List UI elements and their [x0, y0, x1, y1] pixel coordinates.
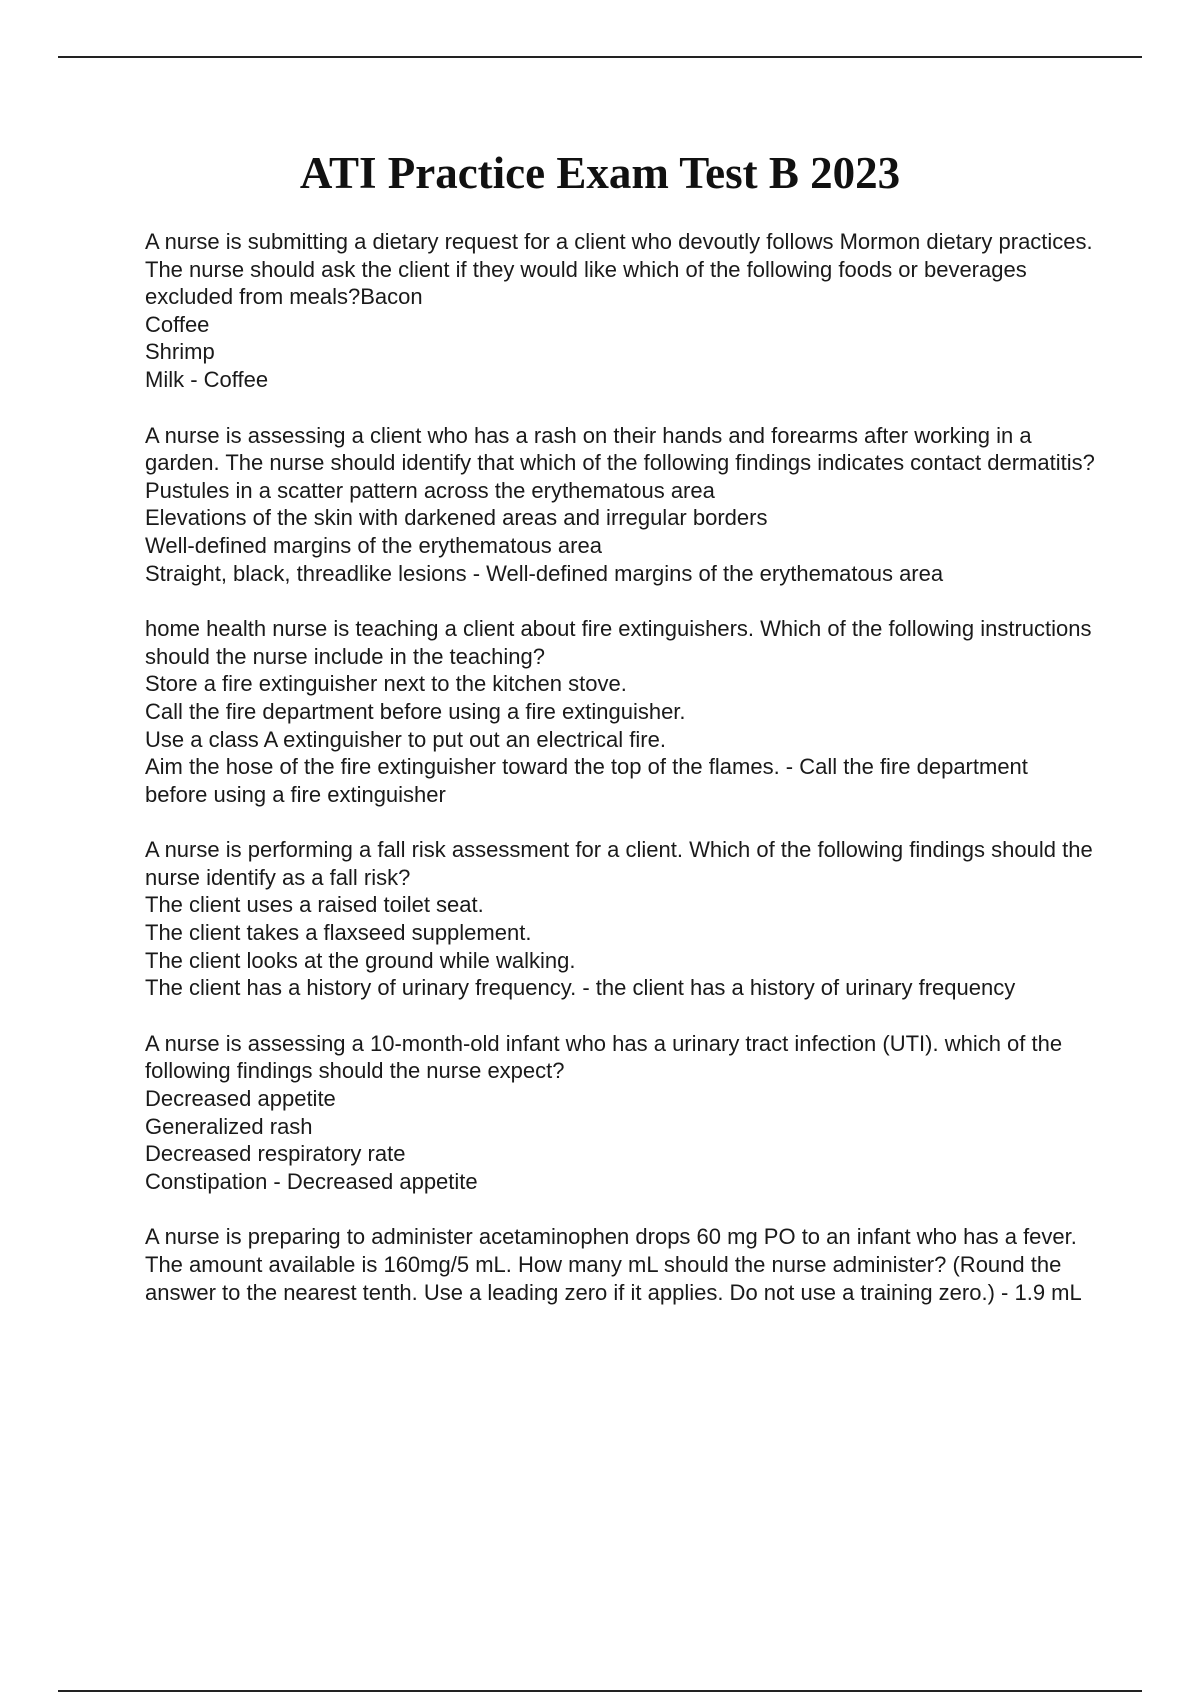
answer-option: Generalized rash [145, 1113, 313, 1139]
answer-option: Shrimp [145, 339, 215, 365]
question-text: A nurse is performing a fall risk assessment for a client. Which of the following findings should the nurse identify as a fall risk? [145, 837, 1093, 890]
answer-option: Decreased appetite [145, 1086, 336, 1112]
answer-option: Decreased respiratory rate [145, 1141, 406, 1167]
question-text: A nurse is assessing a client who has a rash on their hands and forearms after working in a garden. The nurse should identify that which of the following findings indicates contact dermatitis? [145, 422, 1095, 476]
answer-option: Elevations of the skin with darkened areas and irregular borders [145, 505, 768, 531]
answer-option: Pustules in a scatter pattern across the erythematous area [145, 477, 715, 503]
answer-option: Coffee [145, 311, 210, 337]
answer-option: The client takes a flaxseed supplement. [145, 920, 532, 946]
document-title: ATI Practice Exam Test B 2023 [299, 148, 901, 198]
question-text: A nurse is submitting a dietary request for a client who devoutly follows Mormon dietary practices. The nurse should ask the client if they would like which of the following foods or beverages excluded from meals?Bacon [145, 229, 1093, 310]
question-block-contact-dermatitis [145, 422, 1095, 588]
answer-option-with-key: Constipation - Decreased appetite [145, 1168, 478, 1194]
answer-option: The client uses a raised toilet seat. [145, 892, 484, 918]
answer-option: Store a fire extinguisher next to the kitchen stove. [145, 671, 627, 697]
answer-option: Use a class A extinguisher to put out an electrical fire. [145, 726, 666, 752]
question-block-infant-uti [145, 1030, 1095, 1196]
answer-option-with-key: Straight, black, threadlike lesions - Well-defined margins of the erythematous area [145, 560, 944, 586]
answer-option: The client looks at the ground while walking. [145, 947, 576, 973]
question-text: A nurse is assessing a 10-month-old infant who has a urinary tract infection (UTI). which of the following findings should the nurse expect? [145, 1030, 1063, 1084]
document-body [145, 228, 1095, 1334]
answer-option-with-key: The client has a history of urinary frequency. - the client has a history of urinary frequency [145, 975, 1016, 1001]
answer-option-with-key: Milk - Coffee [145, 366, 269, 392]
header-rule [58, 56, 1142, 58]
answer-option-with-key: Aim the hose of the fire extinguisher toward the top of the flames. - Call the fire department before using a fire extinguisher [145, 754, 1028, 807]
footer-rule [58, 1690, 1142, 1692]
question-text-with-key: A nurse is preparing to administer acetaminophen drops 60 mg PO to an infant who has a fever. The amount available is 160mg/5 mL. How many mL should the nurse administer? (Round the answer to the nearest tenth. Use a leading zero if it applies. Do not use a training zero.) - 1.9 mL [145, 1224, 1082, 1305]
question-block-acetaminophen-dose [145, 1223, 1095, 1306]
question-text: home health nurse is teaching a client about fire extinguishers. Which of the following instructions should the nurse include in the teaching? [145, 616, 1092, 669]
answer-option: Call the fire department before using a fire extinguisher. [145, 698, 686, 724]
question-block-fire-extinguisher [145, 615, 1095, 808]
answer-option: Well-defined margins of the erythematous area [145, 532, 602, 558]
question-block-fall-risk [145, 836, 1095, 1002]
question-block-mormon-diet [145, 228, 1095, 394]
